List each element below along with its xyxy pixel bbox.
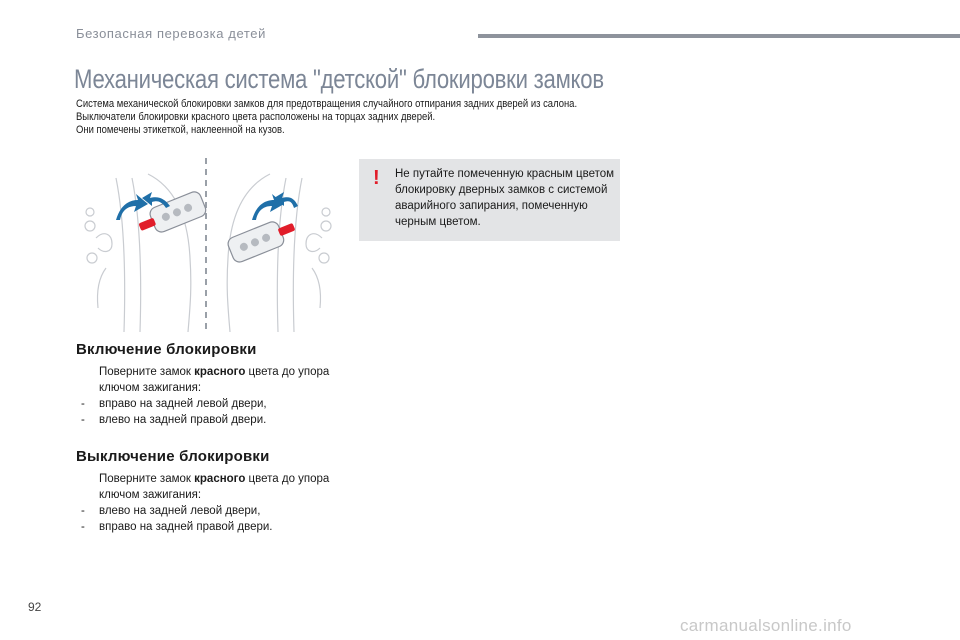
enable-body	[99, 364, 341, 396]
list-item-text: влево на задней правой двери.	[99, 414, 267, 426]
warning-exclamation-icon: !	[373, 167, 380, 189]
list-item-text: вправо на задней левой двери,	[99, 398, 267, 410]
enable-instruction	[81, 364, 341, 428]
instruction-text: Поверните замок	[99, 473, 195, 485]
disable-instruction	[81, 471, 341, 535]
intro-line: Система механической блокировки замков для предотвращения случайного отпирания задних дверей из салона.	[76, 98, 578, 110]
intro-line: Выключатели блокировки красного цвета расположены на торцах задних дверей.	[76, 111, 436, 123]
watermark: carmanualsonline.info	[680, 616, 852, 635]
list-item	[81, 503, 341, 519]
child-lock-illustration	[76, 158, 342, 332]
page-number: 92	[28, 600, 42, 614]
instruction-bold-text: красного	[194, 473, 246, 485]
instruction-text: Поверните замок	[99, 366, 195, 378]
intro-text	[76, 98, 678, 137]
dash: -	[81, 521, 85, 533]
dash: -	[81, 414, 85, 426]
header-divider-bar	[478, 34, 960, 38]
list-item-text: влево на задней левой двери,	[99, 505, 261, 517]
page-title: Механическая система "детской" блокировки замков	[74, 64, 604, 94]
list-item	[81, 396, 341, 412]
enable-heading: Включение блокировки	[76, 341, 257, 358]
disable-heading: Выключение блокировки	[76, 448, 270, 465]
dash: -	[81, 505, 85, 517]
disable-body	[99, 471, 341, 503]
intro-line: Они помечены этикеткой, наклеенной на кузов.	[76, 124, 285, 136]
section-header: Безопасная перевозка детей	[76, 26, 266, 41]
instruction-text: цвета до упора ключом зажигания:	[99, 366, 330, 394]
list-item	[81, 519, 341, 535]
dash: -	[81, 398, 85, 410]
instruction-bold-text: красного	[194, 366, 246, 378]
warning-text: Не путайте помеченную красным цветом блокировку дверных замков с системой аварийного запирания, помеченную черным цветом.	[395, 168, 615, 228]
list-item	[81, 412, 341, 428]
instruction-text: цвета до упора ключом зажигания:	[99, 473, 330, 501]
warning-box	[359, 159, 620, 241]
right-key-icon	[226, 215, 299, 265]
list-item-text: вправо на задней правой двери.	[99, 521, 273, 533]
